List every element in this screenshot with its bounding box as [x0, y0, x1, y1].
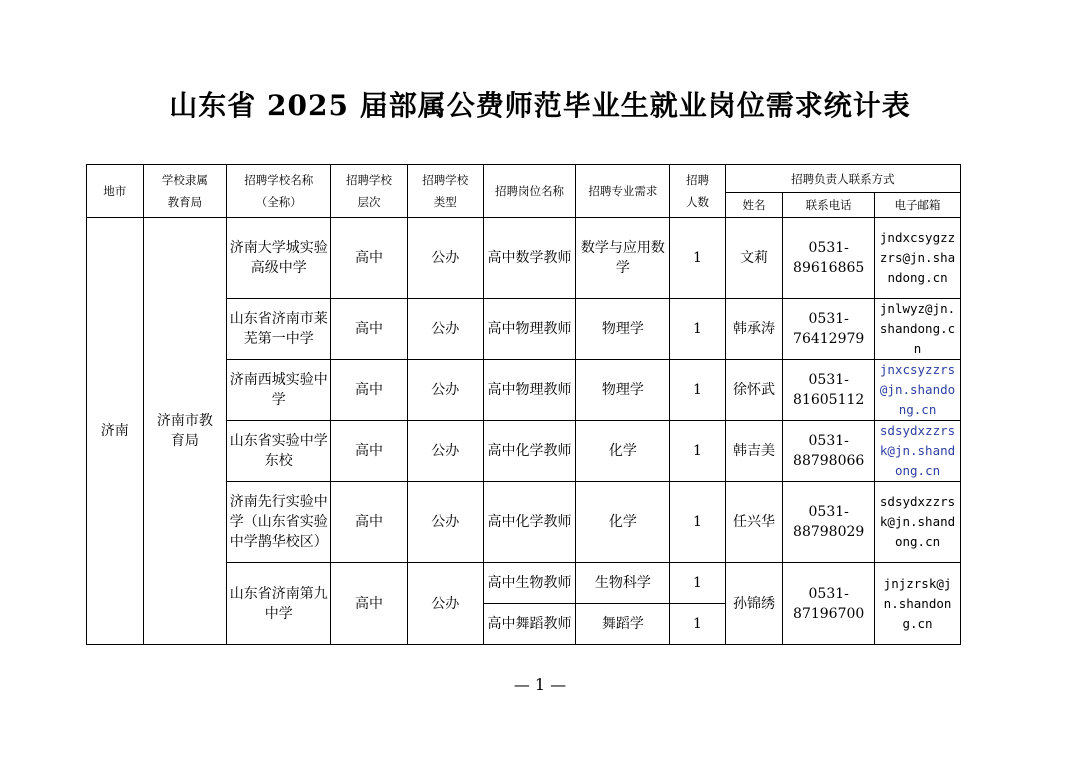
major-cell: 化学 [576, 482, 670, 563]
header-count: 招聘 人数 [670, 165, 726, 218]
contact-email-cell: jnjzrsk@jn.shandong.cn [875, 563, 961, 645]
header-bureau: 学校隶属 教育局 [143, 165, 227, 218]
count-cell: 1 [670, 218, 726, 299]
position-cell: 高中物理教师 [483, 299, 576, 360]
major-cell: 舞蹈学 [576, 604, 670, 645]
contact-phone-cell: 0531-87196700 [783, 563, 875, 645]
header-level: 招聘学校 层次 [331, 165, 408, 218]
header-type: 招聘学校 类型 [407, 165, 483, 218]
major-cell: 生物科学 [576, 563, 670, 604]
header-email: 电子邮箱 [875, 193, 961, 218]
page-title: 山东省 2025 届部属公费师范毕业生就业岗位需求统计表 [169, 89, 911, 122]
count-cell: 1 [670, 482, 726, 563]
header-major: 招聘专业需求 [576, 165, 670, 218]
level-cell: 高中 [331, 563, 408, 645]
school-cell: 济南大学城实验高级中学 [227, 218, 331, 299]
type-cell: 公办 [407, 360, 483, 421]
contact-email-cell: jndxcsygzzzrs@jn.shandong.cn [875, 218, 961, 299]
header-phone: 联系电话 [783, 193, 875, 218]
contact-name-cell: 孙锦绣 [725, 563, 783, 645]
level-cell: 高中 [331, 482, 408, 563]
header-contact-group: 招聘负责人联系方式 [725, 165, 960, 193]
contact-name-cell: 任兴华 [725, 482, 783, 563]
header-name: 姓名 [725, 193, 783, 218]
type-cell: 公办 [407, 299, 483, 360]
count-cell: 1 [670, 563, 726, 604]
contact-phone-cell: 0531-89616865 [783, 218, 875, 299]
contact-name-cell: 韩吉美 [725, 421, 783, 482]
contact-name-cell: 韩承涛 [725, 299, 783, 360]
recruitment-table [86, 164, 961, 645]
contact-name-cell: 徐怀武 [725, 360, 783, 421]
school-cell: 山东省济南第九中学 [227, 563, 331, 645]
count-cell: 1 [670, 299, 726, 360]
count-cell: 1 [670, 604, 726, 645]
position-cell: 高中舞蹈教师 [483, 604, 576, 645]
header-city: 地市 [87, 165, 144, 218]
position-cell: 高中数学教师 [483, 218, 576, 299]
school-cell: 济南先行实验中学（山东省实验中学鹊华校区） [227, 482, 331, 563]
school-cell: 山东省实验中学东校 [227, 421, 331, 482]
major-cell: 数学与应用数学 [576, 218, 670, 299]
contact-phone-cell: 0531-88798066 [783, 421, 875, 482]
count-cell: 1 [670, 421, 726, 482]
major-cell: 化学 [576, 421, 670, 482]
count-cell: 1 [670, 360, 726, 421]
level-cell: 高中 [331, 218, 408, 299]
contact-email-link[interactable]: sdsydxzzrsk@jn.shandong.cn [875, 421, 961, 482]
level-cell: 高中 [331, 299, 408, 360]
school-cell: 济南西城实验中学 [227, 360, 331, 421]
city-cell: 济南 [87, 218, 144, 645]
position-cell: 高中物理教师 [483, 360, 576, 421]
header-position: 招聘岗位名称 [483, 165, 576, 218]
level-cell: 高中 [331, 421, 408, 482]
major-cell: 物理学 [576, 360, 670, 421]
type-cell: 公办 [407, 563, 483, 645]
contact-email-link[interactable]: jnxcsyzzrs@jn.shandong.cn [875, 360, 961, 421]
school-cell: 山东省济南市莱芜第一中学 [227, 299, 331, 360]
table-row [87, 218, 961, 299]
contact-name-cell: 文莉 [725, 218, 783, 299]
type-cell: 公办 [407, 482, 483, 563]
position-cell: 高中生物教师 [483, 563, 576, 604]
type-cell: 公办 [407, 218, 483, 299]
level-cell: 高中 [331, 360, 408, 421]
header-school: 招聘学校名称 （全称） [227, 165, 331, 218]
position-cell: 高中化学教师 [483, 482, 576, 563]
contact-email-cell: jnlwyz@jn.shandong.cn [875, 299, 961, 360]
contact-phone-cell: 0531-81605112 [783, 360, 875, 421]
type-cell: 公办 [407, 421, 483, 482]
major-cell: 物理学 [576, 299, 670, 360]
contact-email-cell: sdsydxzzrsk@jn.shandong.cn [875, 482, 961, 563]
bureau-cell: 济南市教 育局 [143, 218, 227, 645]
page-number: — 1 — [513, 675, 567, 694]
contact-phone-cell: 0531-76412979 [783, 299, 875, 360]
contact-phone-cell: 0531-88798029 [783, 482, 875, 563]
position-cell: 高中化学教师 [483, 421, 576, 482]
